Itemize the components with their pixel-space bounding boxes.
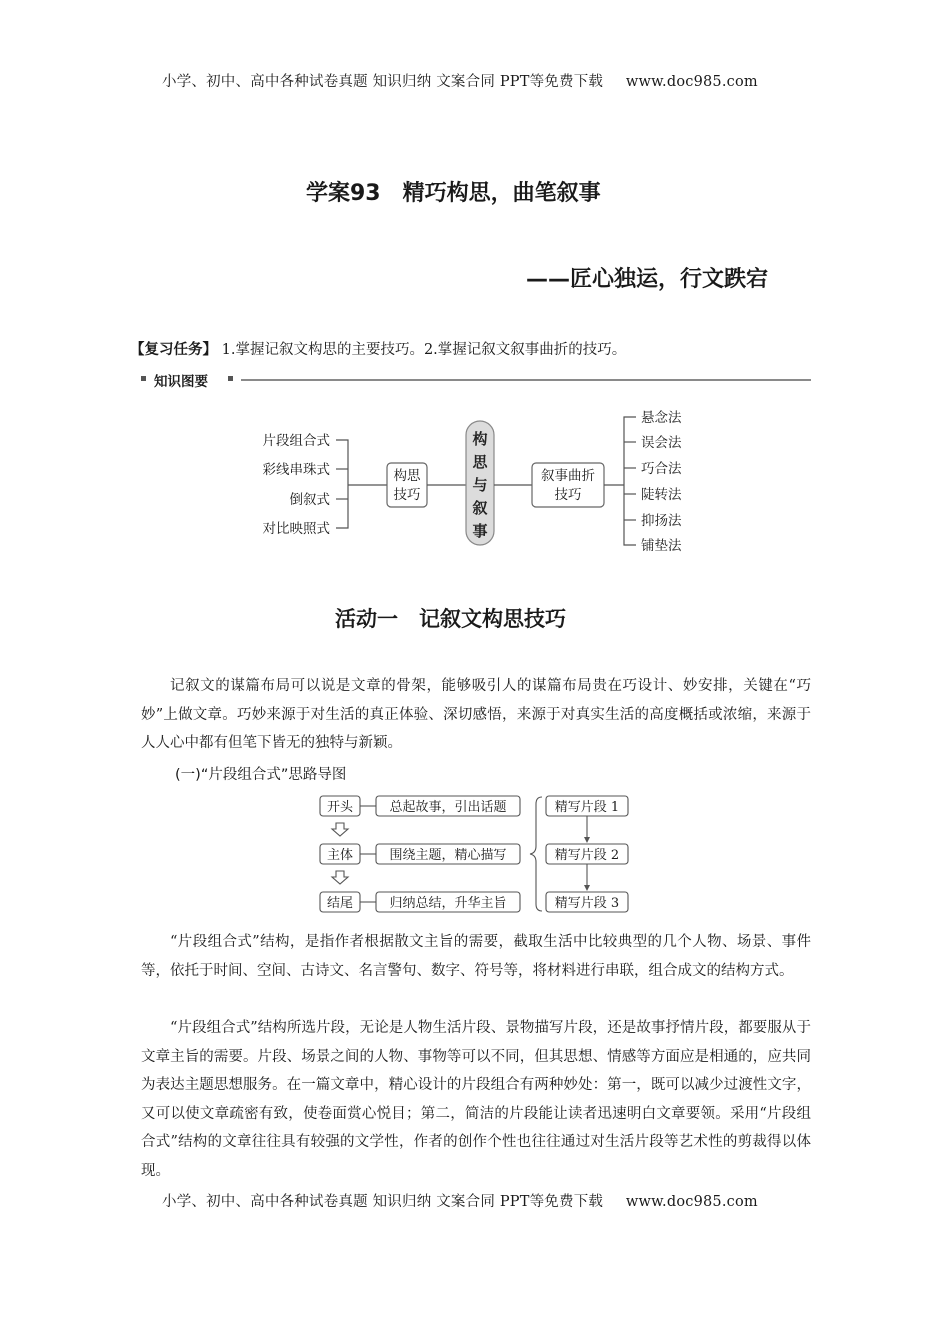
right-item: 误会法 [641,435,682,451]
section-rule [241,379,811,381]
flow-desc: 围绕主题，精心描写 [389,848,507,863]
footer-text: 小学、初中、高中各种试卷真题 知识归纳 文案合同 PPT等免费下载 [162,1194,604,1210]
center-char: 事 [472,522,488,540]
review-task [130,338,626,359]
flow-stage: 结尾 [326,896,354,911]
page-footer [162,1190,758,1211]
center-char: 与 [472,476,488,494]
flow-stage: 开头 [326,800,354,815]
header-url: www.doc985.com [625,74,758,90]
left-item: 片段组合式 [262,433,330,449]
flow-desc: 总起故事，引出话题 [389,800,507,815]
left-item: 倒叙式 [289,492,330,508]
knowledge-map-diagram [240,400,720,560]
intro-paragraph: 记叙文的谋篇布局可以说是文章的骨架，能够吸引人的谋篇布局贵在巧设计、妙安排，关键在“巧妙”上做文章。巧妙来源于对生活的真正体验、深切感悟，来源于对真实生活的高度概括或浓缩，来源于人人心中都有但笔下皆无的独特与新颖。 [141,678,811,751]
section-bullet-left [141,376,146,381]
document-subtitle: ——匠心独运，行文跌宕 [526,267,769,292]
flow-segment: 精写片段 1 [554,800,620,815]
knowledge-map-section-bar [141,370,811,388]
footer-url: www.doc985.com [625,1194,758,1210]
header-text: 小学、初中、高中各种试卷真题 知识归纳 文案合同 PPT等免费下载 [162,74,604,90]
flow-stage: 主体 [326,848,354,863]
center-char: 构 [472,430,488,448]
right-item: 抑扬法 [641,513,682,529]
left-box-line2: 技巧 [393,487,421,503]
right-item: 巧合法 [641,461,682,477]
flow-diagram [318,790,632,916]
right-item: 铺垫法 [641,538,682,554]
right-item: 悬念法 [641,410,682,426]
right-box-line1: 叙事曲折 [541,468,595,484]
left-item: 对比映照式 [262,521,330,537]
flow-segment: 精写片段 2 [554,848,620,863]
document-title: 学案93 精巧构思，曲笔叙事 [306,181,601,206]
right-item: 陡转法 [641,487,682,503]
body-paragraph: “片段组合式”结构，是指作者根据散文主旨的需要，截取生活中比较典型的几个人物、场景、事件等，依托于时间、空间、古诗文、名言警句、数字、符号等，将材料进行串联，组合成文的结构方式。 [141,934,811,979]
section-label: 知识图要 [154,374,208,390]
page-header [162,70,758,91]
left-box-line1: 构思 [393,468,421,484]
left-item: 彩线串珠式 [262,462,330,478]
center-char: 叙 [472,499,488,517]
flow-segment: 精写片段 3 [554,896,620,911]
center-char: 思 [472,453,488,471]
right-box-line2: 技巧 [554,487,582,503]
section-bullet-right [228,376,233,381]
body-paragraph: “片段组合式”结构所选片段，无论是人物生活片段、景物描写片段，还是故事抒情片段，都要服从于文章主旨的需要。片段、场景之间的人物、事物等可以不同，但其思想、情感等方面应是相通的，应共同为表达主题思想服务。在一篇文章中，精心设计的片段组合有两种妙处：第一，既可以减少过渡性文字，又可以使文章疏密有致，使卷面赏心悦目；第二，简洁的片段能让读者迅速明白文章要领。采用“片段组合式”结构的文章往往具有较强的文学性，作者的创作个性也往往通过对生活片段等艺术性的剪裁得以体现。 [141,1020,811,1179]
activity-heading: 活动一 记叙文构思技巧 [335,607,566,631]
flow-desc: 归纳总结，升华主旨 [389,896,507,911]
review-task-label: 【复习任务】 [130,342,217,358]
review-task-text: 1.掌握记叙文构思的主要技巧。2.掌握记叙文叙事曲折的技巧。 [221,342,627,358]
subheading-flow: (一)“片段组合式”思路导图 [175,767,347,783]
